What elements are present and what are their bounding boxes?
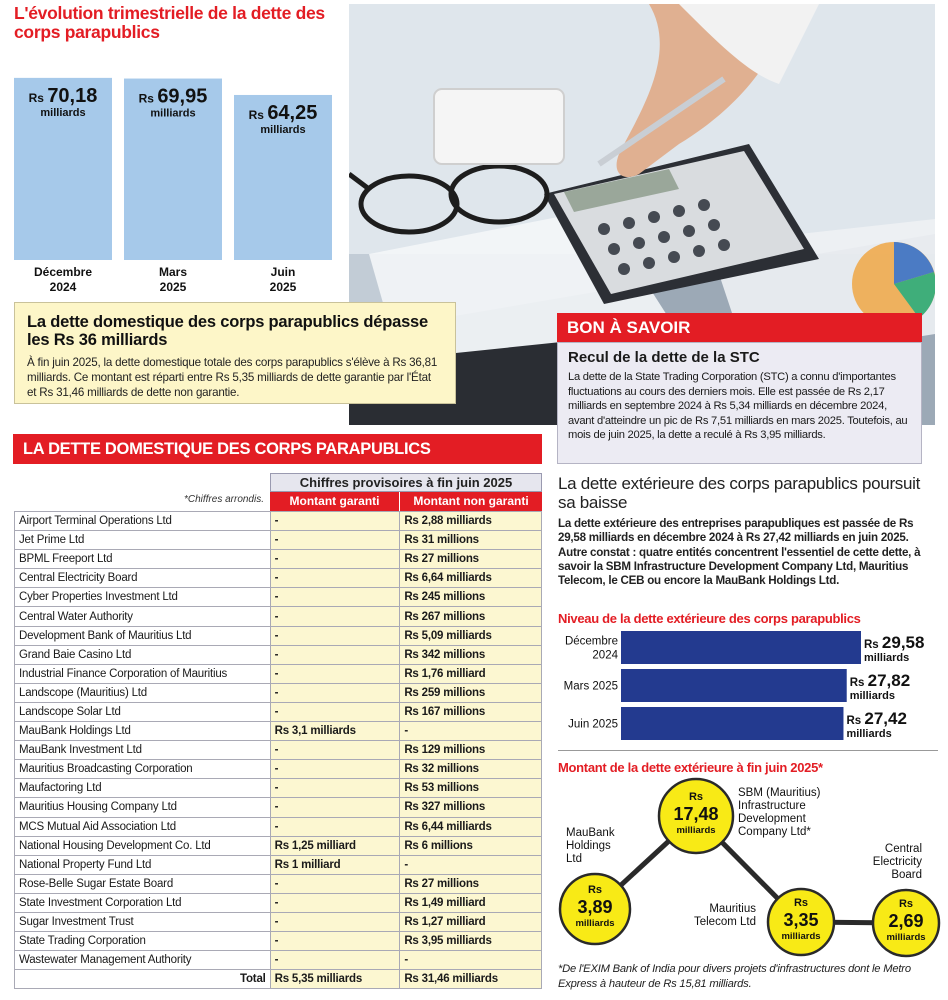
entity-name-cell: MauBank Holdings Ltd bbox=[15, 722, 271, 741]
guaranteed-amount-cell: - bbox=[270, 798, 400, 817]
table-row bbox=[15, 741, 542, 760]
table-row bbox=[15, 512, 542, 531]
entity-name-cell: Jet Prime Ltd bbox=[15, 531, 271, 550]
currency-prefix: Rs bbox=[846, 715, 865, 727]
entity-name-cell: Development Bank of Mauritius Ltd bbox=[15, 626, 271, 645]
external-debt-level-chart-title: Niveau de la dette extérieure des corps parapublics bbox=[558, 611, 861, 626]
table-row bbox=[15, 588, 542, 607]
table-row bbox=[15, 893, 542, 912]
hbar-value-mars-2025 bbox=[850, 671, 910, 690]
non-guaranteed-amount-cell: Rs 31 millions bbox=[400, 531, 542, 550]
non-guaranteed-amount-cell: Rs 6,44 milliards bbox=[400, 817, 542, 836]
guaranteed-amount-cell: - bbox=[270, 626, 400, 645]
non-guaranteed-amount-cell: Rs 27 millions bbox=[400, 550, 542, 569]
node-label-mauritius-telecom-ltd: Telecom Ltd bbox=[693, 916, 756, 928]
hbar-value-decembre-2024 bbox=[864, 633, 924, 652]
node-unit-maubank-holdings-ltd: milliards bbox=[575, 918, 615, 929]
non-guaranteed-amount-cell: Rs 2,88 milliards bbox=[400, 512, 542, 531]
x-tick-label-decembre-2024: Décembre bbox=[33, 265, 93, 279]
external-debt-entities-network bbox=[550, 776, 945, 962]
domestic-debt-summary-box bbox=[14, 302, 456, 404]
non-guaranteed-amount-cell: Rs 259 millions bbox=[400, 683, 542, 702]
x-tick-label-decembre-2024: 2024 bbox=[49, 280, 77, 294]
node-value-mauritius-telecom-ltd: 3,35 bbox=[783, 910, 819, 930]
non-guaranteed-amount-cell: Rs 267 millions bbox=[400, 607, 542, 626]
bon-a-savoir-heading: BON À SAVOIR bbox=[557, 313, 922, 342]
value-number: 27,42 bbox=[864, 709, 907, 728]
bon-a-savoir-box bbox=[557, 342, 922, 464]
node-label-mauritius-telecom-ltd: Mauritius bbox=[709, 903, 756, 915]
non-guaranteed-amount-cell: Rs 3,95 milliards bbox=[400, 932, 542, 951]
guaranteed-amount-cell: - bbox=[270, 760, 400, 779]
value-number: 64,25 bbox=[267, 101, 318, 124]
guaranteed-amount-cell: - bbox=[270, 683, 400, 702]
hbar-unit-decembre-2024: milliards bbox=[864, 652, 910, 664]
hbar-decembre-2024 bbox=[621, 631, 861, 664]
guaranteed-amount-cell: Rs 1 milliard bbox=[270, 855, 400, 874]
currency-prefix: Rs bbox=[248, 107, 268, 122]
node-label-sbm-mauritius-infrastructure-development-company-ltd: Infrastructure bbox=[738, 800, 806, 812]
node-unit-sbm-mauritius-infrastructure-development-company-ltd: milliards bbox=[676, 825, 716, 836]
entity-name-cell: Landscope Solar Ltd bbox=[15, 702, 271, 721]
table-row bbox=[15, 932, 542, 951]
table-column-headers bbox=[270, 492, 542, 511]
entity-name-cell: BPML Freeport Ltd bbox=[15, 550, 271, 569]
non-guaranteed-amount-cell: Rs 342 millions bbox=[400, 645, 542, 664]
non-guaranteed-amount-cell: Rs 27 millions bbox=[400, 874, 542, 893]
quarterly-debt-bar-chart bbox=[10, 44, 340, 299]
table-row bbox=[15, 607, 542, 626]
table-total-row bbox=[15, 970, 542, 989]
guaranteed-amount-cell: - bbox=[270, 550, 400, 569]
non-guaranteed-amount-cell: Rs 1,49 milliard bbox=[400, 893, 542, 912]
table-row bbox=[15, 702, 542, 721]
non-guaranteed-amount-cell: Rs 1,27 milliard bbox=[400, 912, 542, 931]
table-row bbox=[15, 912, 542, 931]
entity-name-cell: Mauritius Housing Company Ltd bbox=[15, 798, 271, 817]
node-prefix-sbm-mauritius-infrastructure-development-company-ltd: Rs bbox=[688, 791, 704, 803]
value-number: 27,82 bbox=[867, 671, 911, 690]
table-row bbox=[15, 951, 542, 970]
node-label-maubank-holdings-ltd: MauBank bbox=[566, 827, 615, 839]
y-tick-label-mars-2025: Mars 2025 bbox=[563, 680, 618, 693]
hbar-juin-2025 bbox=[621, 707, 843, 740]
entity-name-cell: Airport Terminal Operations Ltd bbox=[15, 512, 271, 531]
domestic-debt-table bbox=[14, 511, 542, 989]
guaranteed-amount-cell: - bbox=[270, 932, 400, 951]
guaranteed-amount-cell: Rs 3,1 milliards bbox=[270, 722, 400, 741]
guaranteed-amount-cell: - bbox=[270, 779, 400, 798]
guaranteed-amount-cell: - bbox=[270, 817, 400, 836]
x-tick-label-mars-2025: Mars bbox=[158, 265, 188, 279]
non-guaranteed-amount-cell: Rs 5,09 milliards bbox=[400, 626, 542, 645]
node-value-sbm-mauritius-infrastructure-development-company-ltd: 17,48 bbox=[673, 804, 719, 824]
guaranteed-amount-cell: Rs 1,25 milliard bbox=[270, 836, 400, 855]
guaranteed-amount-cell: - bbox=[270, 569, 400, 588]
table-row bbox=[15, 760, 542, 779]
external-debt-level-bar-chart bbox=[549, 627, 939, 745]
hbar-mars-2025 bbox=[621, 669, 847, 702]
node-label-sbm-mauritius-infrastructure-development-company-ltd: Company Ltd* bbox=[738, 826, 811, 838]
entity-name-cell: Wastewater Management Authority bbox=[15, 951, 271, 970]
non-guaranteed-amount-cell: Rs 167 millions bbox=[400, 702, 542, 721]
entity-name-cell: State Trading Corporation bbox=[15, 932, 271, 951]
value-number: 70,18 bbox=[47, 84, 98, 107]
entity-name-cell: Central Water Authority bbox=[15, 607, 271, 626]
node-prefix-maubank-holdings-ltd: Rs bbox=[587, 884, 603, 896]
node-label-sbm-mauritius-infrastructure-development-company-ltd: SBM (Mauritius) bbox=[738, 787, 821, 799]
y-tick-label-decembre-2024: Décembre bbox=[564, 635, 618, 648]
guaranteed-amount-cell: - bbox=[270, 912, 400, 931]
bon-a-savoir-text: La dette de la State Trading Corporation (STC) a connu d'importantes fluctuations au cours des derniers mois. Elle est passée de Rs 2,17 milliards en septembre 2024 à Rs 5,34 milliards en décembre 2024, avant d'atteindre un pic de Rs 7,51 milliards en mars 2025. Toutefois, au mois de juin 2025, la dette a reculé à Rs 3,95 milliards. bbox=[568, 371, 908, 441]
node-prefix-central-electricity-board: Rs bbox=[898, 898, 914, 910]
currency-prefix: Rs bbox=[864, 639, 882, 651]
table-row bbox=[15, 626, 542, 645]
non-guaranteed-amount-cell: - bbox=[400, 951, 542, 970]
entity-name-cell: State Investment Corporation Ltd bbox=[15, 893, 271, 912]
guaranteed-amount-cell: - bbox=[270, 893, 400, 912]
value-number: 29,58 bbox=[881, 633, 925, 652]
domestic-debt-summary-text: À fin juin 2025, la dette domestique totale des corps parapublics s'élève à Rs 36,81 milliards. Ce montant est réparti entre Rs 5,35 milliards de dette garantie par l'État et Rs 31,46 milliards de dette non garantie. bbox=[27, 356, 438, 399]
guaranteed-amount-cell: - bbox=[270, 741, 400, 760]
entity-name-cell: Cyber Properties Investment Ltd bbox=[15, 588, 271, 607]
guaranteed-amount-cell: - bbox=[270, 874, 400, 893]
table-row bbox=[15, 722, 542, 741]
guaranteed-amount-cell: Rs 5,35 milliards bbox=[270, 970, 400, 989]
y-tick-label-juin-2025: Juin 2025 bbox=[568, 718, 618, 731]
rounded-figures-note: *Chiffres arrondis. bbox=[183, 494, 264, 505]
entity-name-cell: MCS Mutual Aid Association Ltd bbox=[15, 817, 271, 836]
quarterly-debt-chart-title: L'évolution trimestrielle de la dette des corps parapublics bbox=[14, 3, 325, 42]
currency-prefix: Rs bbox=[138, 91, 158, 106]
domestic-debt-summary-title: La dette domestique des corps parapublics dépasse les Rs 36 milliards bbox=[27, 313, 428, 349]
entity-name-cell: Maufactoring Ltd bbox=[15, 779, 271, 798]
guaranteed-amount-cell: - bbox=[270, 607, 400, 626]
guaranteed-amount-cell: - bbox=[270, 951, 400, 970]
external-debt-text: La dette extérieure des entreprises parapubliques est passée de Rs 29,58 milliards en décembre 2024 à Rs 27,42 milliards en juin 2025. Autre constat : quatre entités concentrent l'essentiel de cette dette, à savoir la SBM Infrastructure Development Company Ltd, Mauritius Telecom, le CEB ou encore la MauBank Holdings Ltd. bbox=[558, 517, 921, 588]
non-guaranteed-amount-cell: Rs 245 millions bbox=[400, 588, 542, 607]
table-row bbox=[15, 855, 542, 874]
entity-name-cell: Landscope (Mauritius) Ltd bbox=[15, 683, 271, 702]
node-label-sbm-mauritius-infrastructure-development-company-ltd: Development bbox=[738, 813, 806, 825]
column-header-non-guaranteed: Montant non garanti bbox=[400, 492, 542, 511]
external-debt-title: La dette extérieure des corps parapublics poursuit sa baisse bbox=[558, 474, 921, 512]
domestic-debt-table-heading: LA DETTE DOMESTIQUE DES CORPS PARAPUBLICS bbox=[13, 434, 542, 464]
table-row bbox=[15, 817, 542, 836]
node-label-maubank-holdings-ltd: Ltd bbox=[566, 853, 582, 865]
node-prefix-mauritius-telecom-ltd: Rs bbox=[793, 897, 809, 909]
entity-name-cell: MauBank Investment Ltd bbox=[15, 741, 271, 760]
node-value-maubank-holdings-ltd: 3,89 bbox=[577, 897, 613, 917]
hbar-value-juin-2025 bbox=[846, 709, 906, 728]
entity-name-cell: Mauritius Broadcasting Corporation bbox=[15, 760, 271, 779]
guaranteed-amount-cell: - bbox=[270, 512, 400, 531]
node-value-central-electricity-board: 2,69 bbox=[888, 911, 924, 931]
bar-unit-decembre-2024: milliards bbox=[40, 106, 86, 119]
node-unit-central-electricity-board: milliards bbox=[886, 932, 926, 943]
non-guaranteed-amount-cell: Rs 327 millions bbox=[400, 798, 542, 817]
table-row bbox=[15, 874, 542, 893]
table-row bbox=[15, 779, 542, 798]
hbar-unit-juin-2025: milliards bbox=[846, 728, 892, 740]
non-guaranteed-amount-cell: - bbox=[400, 855, 542, 874]
non-guaranteed-amount-cell: Rs 6,64 milliards bbox=[400, 569, 542, 588]
entity-name-cell: National Property Fund Ltd bbox=[15, 855, 271, 874]
table-row bbox=[15, 569, 542, 588]
bon-a-savoir-title: Recul de la dette de la STC bbox=[568, 349, 760, 366]
table-row bbox=[15, 550, 542, 569]
table-row bbox=[15, 683, 542, 702]
non-guaranteed-amount-cell: Rs 129 millions bbox=[400, 741, 542, 760]
guaranteed-amount-cell: - bbox=[270, 531, 400, 550]
x-tick-label-mars-2025: 2025 bbox=[159, 280, 187, 294]
node-label-central-electricity-board: Central bbox=[884, 843, 922, 855]
x-tick-label-juin-2025: Juin bbox=[270, 265, 296, 279]
table-row bbox=[15, 645, 542, 664]
exim-bank-footnote: *De l'EXIM Bank of India pour divers projets d'infrastructures dont le Metro Express à hauteur de Rs 15,81 milliards. bbox=[558, 963, 911, 990]
table-row bbox=[15, 531, 542, 550]
node-label-central-electricity-board: Board bbox=[891, 869, 922, 881]
entity-name-cell: Industrial Finance Corporation of Mauritius bbox=[15, 664, 271, 683]
guaranteed-amount-cell: - bbox=[270, 645, 400, 664]
section-divider bbox=[558, 750, 938, 751]
bar-unit-mars-2025: milliards bbox=[150, 107, 196, 120]
table-row bbox=[15, 798, 542, 817]
hbar-unit-mars-2025: milliards bbox=[849, 690, 895, 702]
external-debt-amount-chart-title: Montant de la dette extérieure à fin juin 2025* bbox=[558, 760, 823, 775]
bar-unit-juin-2025: milliards bbox=[260, 123, 306, 136]
entity-name-cell: Grand Baie Casino Ltd bbox=[15, 645, 271, 664]
entity-name-cell: Rose-Belle Sugar Estate Board bbox=[15, 874, 271, 893]
provisional-figures-header: Chiffres provisoires à fin juin 2025 bbox=[270, 473, 542, 492]
table-row bbox=[15, 836, 542, 855]
entity-name-cell: Sugar Investment Trust bbox=[15, 912, 271, 931]
non-guaranteed-amount-cell: - bbox=[400, 722, 542, 741]
entity-name-cell: National Housing Development Co. Ltd bbox=[15, 836, 271, 855]
node-unit-mauritius-telecom-ltd: milliards bbox=[781, 931, 821, 942]
non-guaranteed-amount-cell: Rs 53 millions bbox=[400, 779, 542, 798]
table-row bbox=[15, 664, 542, 683]
x-tick-label-juin-2025: 2025 bbox=[269, 280, 297, 294]
y-tick-label-decembre-2024: 2024 bbox=[592, 649, 618, 662]
currency-prefix: Rs bbox=[849, 677, 868, 689]
non-guaranteed-amount-cell: Rs 32 millions bbox=[400, 760, 542, 779]
guaranteed-amount-cell: - bbox=[270, 664, 400, 683]
node-label-maubank-holdings-ltd: Holdings bbox=[566, 840, 611, 852]
column-header-guaranteed: Montant garanti bbox=[270, 492, 400, 511]
node-label-central-electricity-board: Electricity bbox=[872, 856, 922, 868]
non-guaranteed-amount-cell: Rs 1,76 milliard bbox=[400, 664, 542, 683]
entity-name-cell: Total bbox=[15, 970, 271, 989]
guaranteed-amount-cell: - bbox=[270, 702, 400, 721]
currency-prefix: Rs bbox=[28, 90, 48, 105]
guaranteed-amount-cell: - bbox=[270, 588, 400, 607]
value-number: 69,95 bbox=[157, 85, 208, 108]
non-guaranteed-amount-cell: Rs 6 millions bbox=[400, 836, 542, 855]
entity-name-cell: Central Electricity Board bbox=[15, 569, 271, 588]
non-guaranteed-amount-cell: Rs 31,46 milliards bbox=[400, 970, 542, 989]
